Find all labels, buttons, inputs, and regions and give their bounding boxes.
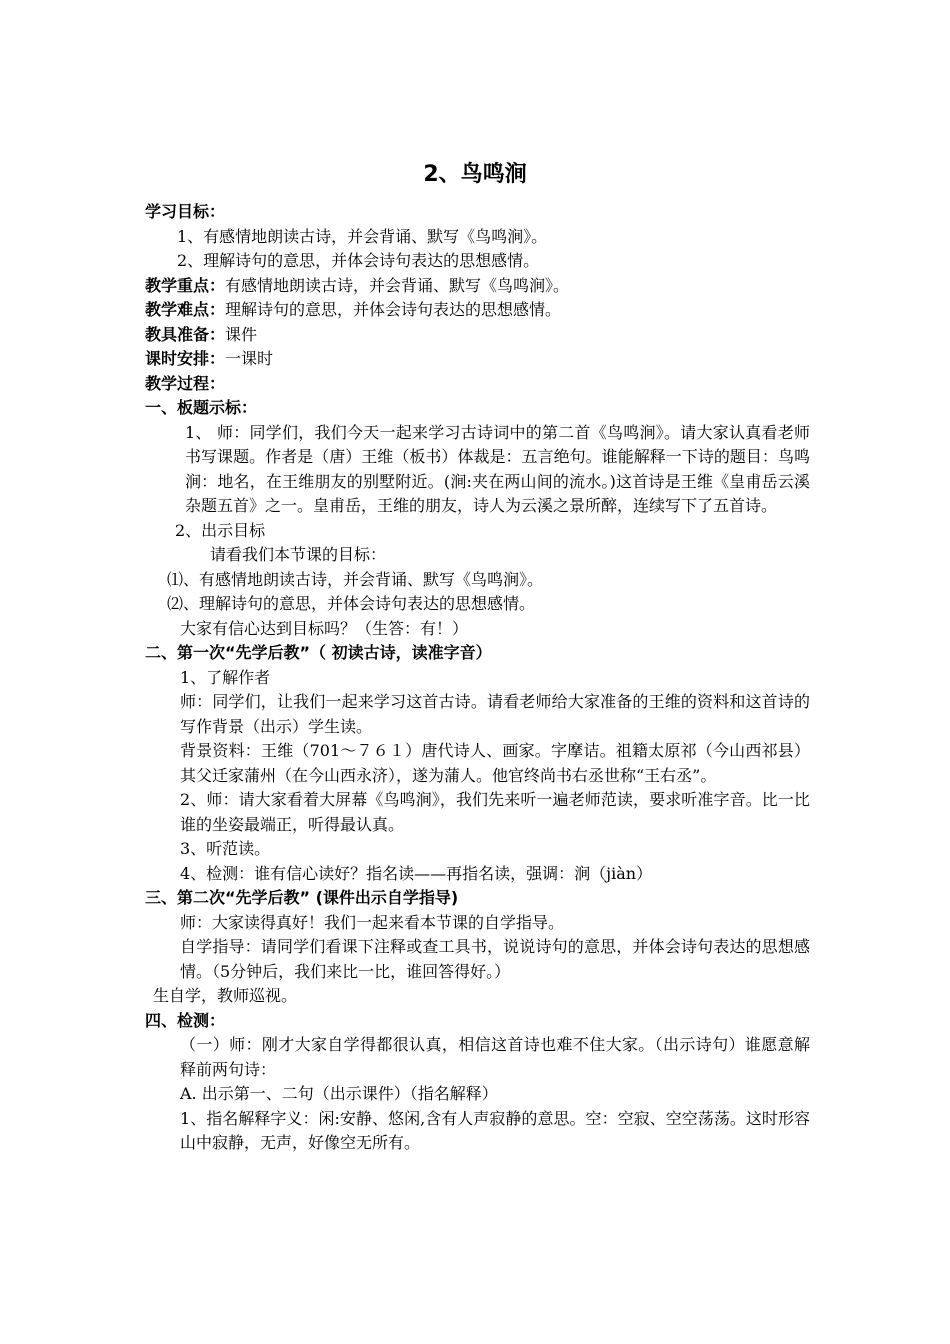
difficulty-label: 教学难点： bbox=[145, 300, 226, 319]
section-4-paragraph-1: （一）师：刚才大家自学得都很认真，相信这首诗也难不住大家。（出示诗句）谁愿意解释前两句诗： bbox=[180, 1035, 810, 1079]
tools-label: 教具准备： bbox=[145, 324, 226, 344]
tools-text: 课件 bbox=[225, 324, 258, 344]
section-1-goal-1: ⑴、有感情地朗读古诗，并会背诵、默写《鸟鸣涧》。 bbox=[167, 569, 544, 589]
section-1-heading: 一、板题示标： bbox=[145, 398, 258, 417]
section-1-goal-2: ⑵、理解诗句的意思，并体会诗句表达的思想感情。 bbox=[167, 594, 536, 613]
section-4-paragraph-2: 1、指名解释字义：闲:安静、悠闲,含有人声寂静的意思。空：空寂、空空荡荡。这时形容山中寂静，无声，好像空无所有。 bbox=[180, 1108, 810, 1152]
section-2-background: 背景资料：王维（701～７６１）唐代诗人、画家。字摩诘。祖籍太原祁（今山西祁县）其父迁家蒲州（在今山西永济），遂为蒲人。他官终尚书右丞世称“王右丞”。 bbox=[180, 741, 810, 785]
section-2-step-1: 1、了解作者 bbox=[180, 667, 271, 687]
time-text: 一课时 bbox=[225, 349, 274, 368]
section-4-step-a: A. 出示第一、二句（出示课件）（指名解释） bbox=[180, 1084, 498, 1103]
section-1-intro: 请看我们本节课的目标： bbox=[210, 545, 387, 564]
section-1-step-2: 2、出示目标 bbox=[175, 520, 266, 540]
section-2-paragraph-3: 2、师：请大家看着大屏幕《鸟鸣涧》，我们先来听一遍老师范读，要求听准字音。比一比谁的坐姿最端正，听得最认真。 bbox=[180, 790, 810, 834]
key-point-row bbox=[145, 274, 810, 299]
goals-heading: 学习目标： bbox=[145, 202, 226, 221]
key-point-label: 教学重点： bbox=[145, 275, 226, 295]
page-title: 2、鸟鸣涧 bbox=[423, 162, 527, 187]
section-1-paragraph: 1、 师：同学们，我们今天一起来学习古诗词中的第二首《鸟鸣涧》。请大家认真看老师书写课题。作者是（唐）王维（板书）体裁是：五言绝句。谁能解释一下诗的题目：鸟鸣涧：地名，在王维朋友的别墅附近。(涧:夹在两山间的流水。)这首诗是王维《皇甫岳云溪杂题五首》之一。皇甫岳，王维的朋友，诗人为云溪之景所醉，连续写下了五首诗。 bbox=[185, 422, 810, 515]
process-heading: 教学过程： bbox=[145, 373, 226, 393]
section-2-paragraph-1: 师：同学们，让我们一起来学习这首古诗。请看老师给大家准备的王维的资料和这首诗的写作背景（出示）学生读。 bbox=[180, 692, 810, 736]
section-3-guide: 自学指导：请同学们看课下注释或查工具书，说说诗句的意思，并体会诗句表达的思想感情。（5分钟后，我们来比一比，谁回答得好。） bbox=[180, 937, 810, 981]
section-3-paragraph-1: 师：大家读得真好！我们一起来看本节课的自学指导。 bbox=[180, 912, 565, 932]
tools-row bbox=[145, 323, 810, 348]
goal-item-1: 1、有感情地朗读古诗，并会背诵、默写《鸟鸣涧》。 bbox=[177, 226, 548, 246]
time-row bbox=[145, 347, 810, 372]
section-3-heading: 三、第二次“先学后教” (课件出示自学指导) bbox=[145, 888, 459, 907]
section-2-step-3: 3、听范读。 bbox=[180, 839, 271, 858]
section-3-paragraph-3: 生自学，教师巡视。 bbox=[153, 986, 298, 1005]
difficulty-row bbox=[145, 298, 810, 323]
goal-item-2: 2、理解诗句的意思，并体会诗句表达的思想感情。 bbox=[177, 251, 540, 270]
difficulty-text: 理解诗句的意思，并体会诗句表达的思想感情。 bbox=[225, 300, 562, 319]
document-body bbox=[145, 200, 810, 1156]
section-2-step-4: 4、检测：谁有信心读好？指名读——再指名读，强调：涧（jiàn） bbox=[180, 863, 653, 883]
section-2-heading: 二、第一次“先学后教”（ 初读古诗，读准字音） bbox=[145, 643, 492, 662]
section-4-heading: 四、检测： bbox=[145, 1010, 226, 1030]
section-1-confidence: 大家有信心达到目标吗？（生答：有！） bbox=[180, 618, 469, 638]
time-label: 课时安排： bbox=[145, 349, 226, 368]
key-point-text: 有感情地朗读古诗，并会背诵、默写《鸟鸣涧》。 bbox=[225, 275, 570, 295]
